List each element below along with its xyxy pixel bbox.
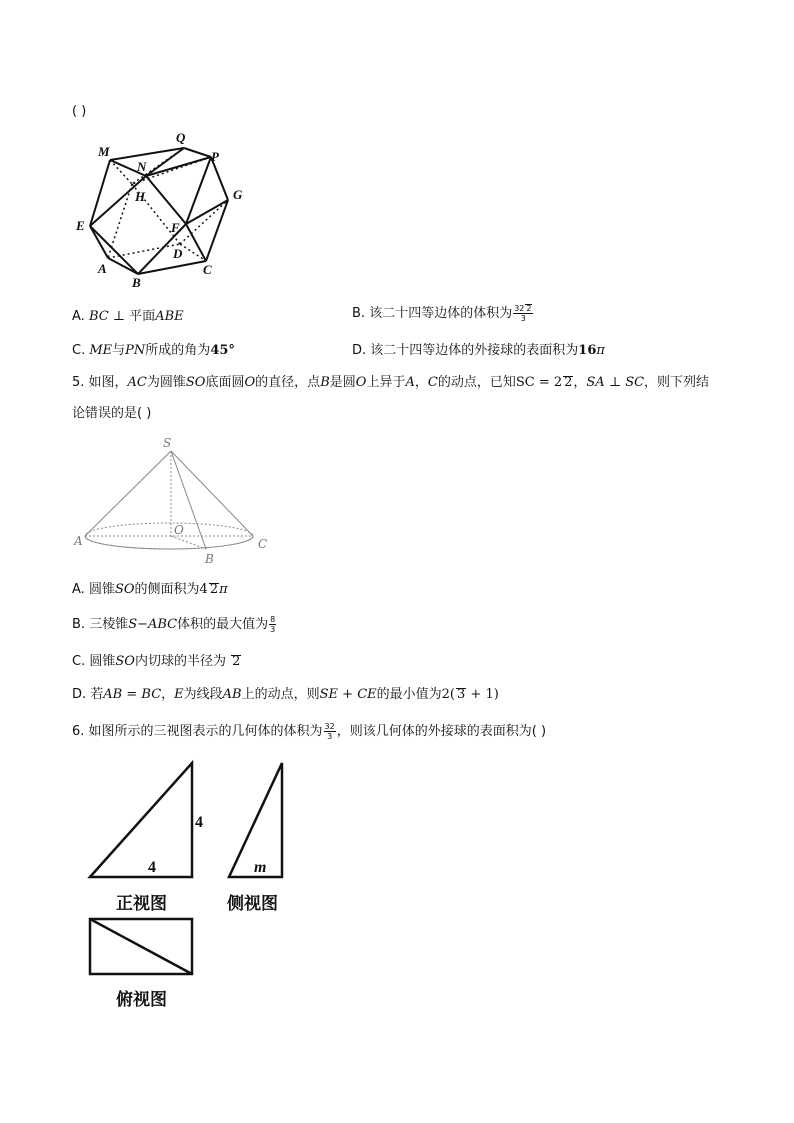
q5-option-a[interactable]: [72, 581, 228, 599]
math-expr: C: [427, 375, 438, 390]
cone-label-A: A: [74, 534, 83, 548]
math-value: + 1): [466, 687, 499, 702]
q4-option-c[interactable]: [72, 342, 235, 360]
q4-option-d[interactable]: [352, 342, 605, 360]
math-expr: AB = BC: [103, 687, 162, 702]
option-text: 上的动点，则: [241, 687, 320, 702]
q5-stem-line2: 论错误的是( ): [72, 406, 152, 421]
vertex-label-Q: Q: [176, 130, 186, 145]
option-prefix: D.: [72, 687, 91, 702]
option-text: 圆锥: [88, 582, 115, 597]
q5-cone-figure: [68, 432, 288, 570]
option-text: ，: [161, 687, 175, 702]
stem-text: ，: [573, 375, 587, 390]
option-text: 该二十四等边体的外接球的表面积为: [370, 343, 579, 358]
math-expr: E: [174, 687, 184, 702]
q4-option-b[interactable]: [352, 300, 534, 328]
stem-text: 是圆: [329, 375, 356, 390]
option-text: 平面: [125, 309, 156, 324]
q5-stem-line1: [72, 374, 709, 392]
front-view-height-label: 4: [195, 814, 203, 831]
q5-option-c[interactable]: [72, 653, 241, 671]
q5-option-d[interactable]: [72, 686, 499, 704]
math-expr: SE + CE: [319, 687, 377, 702]
sqrt-radicand: 2: [526, 304, 532, 313]
stem-text: 的直径，点: [255, 375, 321, 390]
sqrt-radicand: 2: [564, 375, 573, 390]
math-expr: ABE: [155, 309, 184, 324]
vertex-label-N: N: [137, 159, 147, 174]
top-view-caption: 俯视图: [116, 990, 167, 1009]
option-text: 的最小值为: [376, 687, 442, 702]
math-expr: SO: [114, 582, 135, 597]
cone-label-B: B: [205, 552, 214, 566]
stem-text: 6. 如图所示的三视图表示的几何体的体积为: [72, 724, 323, 739]
option-text: 的侧面积为: [134, 582, 200, 597]
side-view-caption: 侧视图: [227, 894, 278, 913]
stem-text: 为圆锥: [146, 375, 186, 390]
q5-option-b[interactable]: [72, 611, 277, 639]
vertex-label-M: M: [98, 144, 110, 159]
option-prefix: B.: [352, 306, 370, 321]
cone-label-C: C: [258, 537, 268, 551]
front-view-width-label: 4: [148, 859, 156, 876]
math-value: 16: [578, 343, 597, 358]
option-prefix: B.: [72, 617, 90, 632]
stem-text: ，则该几何体的外接球的表面积为( ): [336, 724, 547, 739]
option-text: 该二十四等边体的体积为: [369, 306, 513, 321]
math-value: 2(: [441, 687, 455, 702]
stem-text: 底面圆: [205, 375, 245, 390]
option-prefix: A.: [72, 582, 89, 597]
stem-text: ，则下列结: [644, 375, 710, 390]
option-text: 内切球的半径为: [134, 654, 231, 669]
math-value: 4: [199, 582, 208, 597]
option-prefix: C.: [72, 343, 90, 358]
numerator: 8: [270, 615, 276, 624]
math-expr: ME: [89, 343, 113, 358]
q4-option-a[interactable]: [72, 308, 184, 326]
math-expr: O: [244, 375, 256, 390]
denominator: 3: [327, 732, 333, 741]
vertex-label-C: C: [203, 262, 212, 277]
math-expr: AC: [127, 375, 147, 390]
vertex-label-F: F: [171, 220, 180, 235]
fraction: [324, 722, 336, 741]
denominator: 3: [520, 314, 526, 323]
math-expr: BC ⊥: [88, 309, 126, 324]
math-expr: SO: [115, 654, 135, 669]
stem-text: ，: [414, 375, 428, 390]
numerator: 32: [324, 722, 335, 731]
option-text: 圆锥: [89, 654, 116, 669]
option-text: 所成的角为: [145, 343, 211, 358]
vertex-label-H: H: [135, 189, 146, 204]
math-expr: B: [320, 375, 330, 390]
math-value: 45°: [210, 343, 235, 358]
q4-answer-paren: ( ): [72, 104, 87, 119]
cone-label-O: O: [174, 523, 184, 537]
sqrt-radicand: 2: [209, 582, 219, 597]
math-expr: SC = 2: [515, 375, 563, 390]
option-prefix: D.: [352, 343, 371, 358]
denominator: 3: [270, 625, 276, 634]
math-expr: PN: [125, 343, 146, 358]
math-expr: SA ⊥ SC: [586, 375, 645, 390]
math-expr: O: [355, 375, 367, 390]
option-prefix: A.: [72, 309, 89, 324]
numerator: 32: [514, 304, 525, 313]
option-text: 三棱锥: [89, 617, 129, 632]
side-view-width-label: m: [254, 859, 267, 876]
math-expr: A: [405, 375, 415, 390]
vertex-label-P: P: [211, 149, 219, 164]
option-text: 为线段: [183, 687, 223, 702]
front-view-triangle: [90, 763, 192, 877]
sqrt-radicand: 2: [232, 654, 241, 669]
math-expr: AB: [222, 687, 242, 702]
math-expr: SO: [185, 375, 206, 390]
q6-stem: [72, 718, 546, 746]
sqrt-radicand: 3: [457, 687, 466, 702]
pi-symbol: π: [596, 343, 605, 358]
option-text: 若: [90, 687, 104, 702]
math-expr: S−ABC: [128, 617, 178, 632]
option-prefix: C.: [72, 654, 90, 669]
option-text: 与: [112, 343, 126, 358]
fraction: [269, 615, 276, 634]
vertex-label-E: E: [76, 218, 85, 233]
vertex-label-D: D: [173, 246, 183, 261]
vertex-label-A: A: [98, 261, 107, 276]
fraction: [513, 304, 533, 323]
stem-text: 上异于: [366, 375, 406, 390]
vertex-label-B: B: [132, 275, 141, 290]
vertex-label-G: G: [233, 187, 243, 202]
pi-symbol: π: [219, 582, 228, 597]
front-view-caption: 正视图: [116, 894, 167, 913]
q6-three-view-figure: [80, 755, 300, 985]
stem-text: 的动点，已知: [437, 375, 516, 390]
option-text: 体积的最大值为: [177, 617, 269, 632]
stem-text: 5. 如图，: [72, 375, 128, 390]
cone-label-S: S: [163, 436, 172, 450]
